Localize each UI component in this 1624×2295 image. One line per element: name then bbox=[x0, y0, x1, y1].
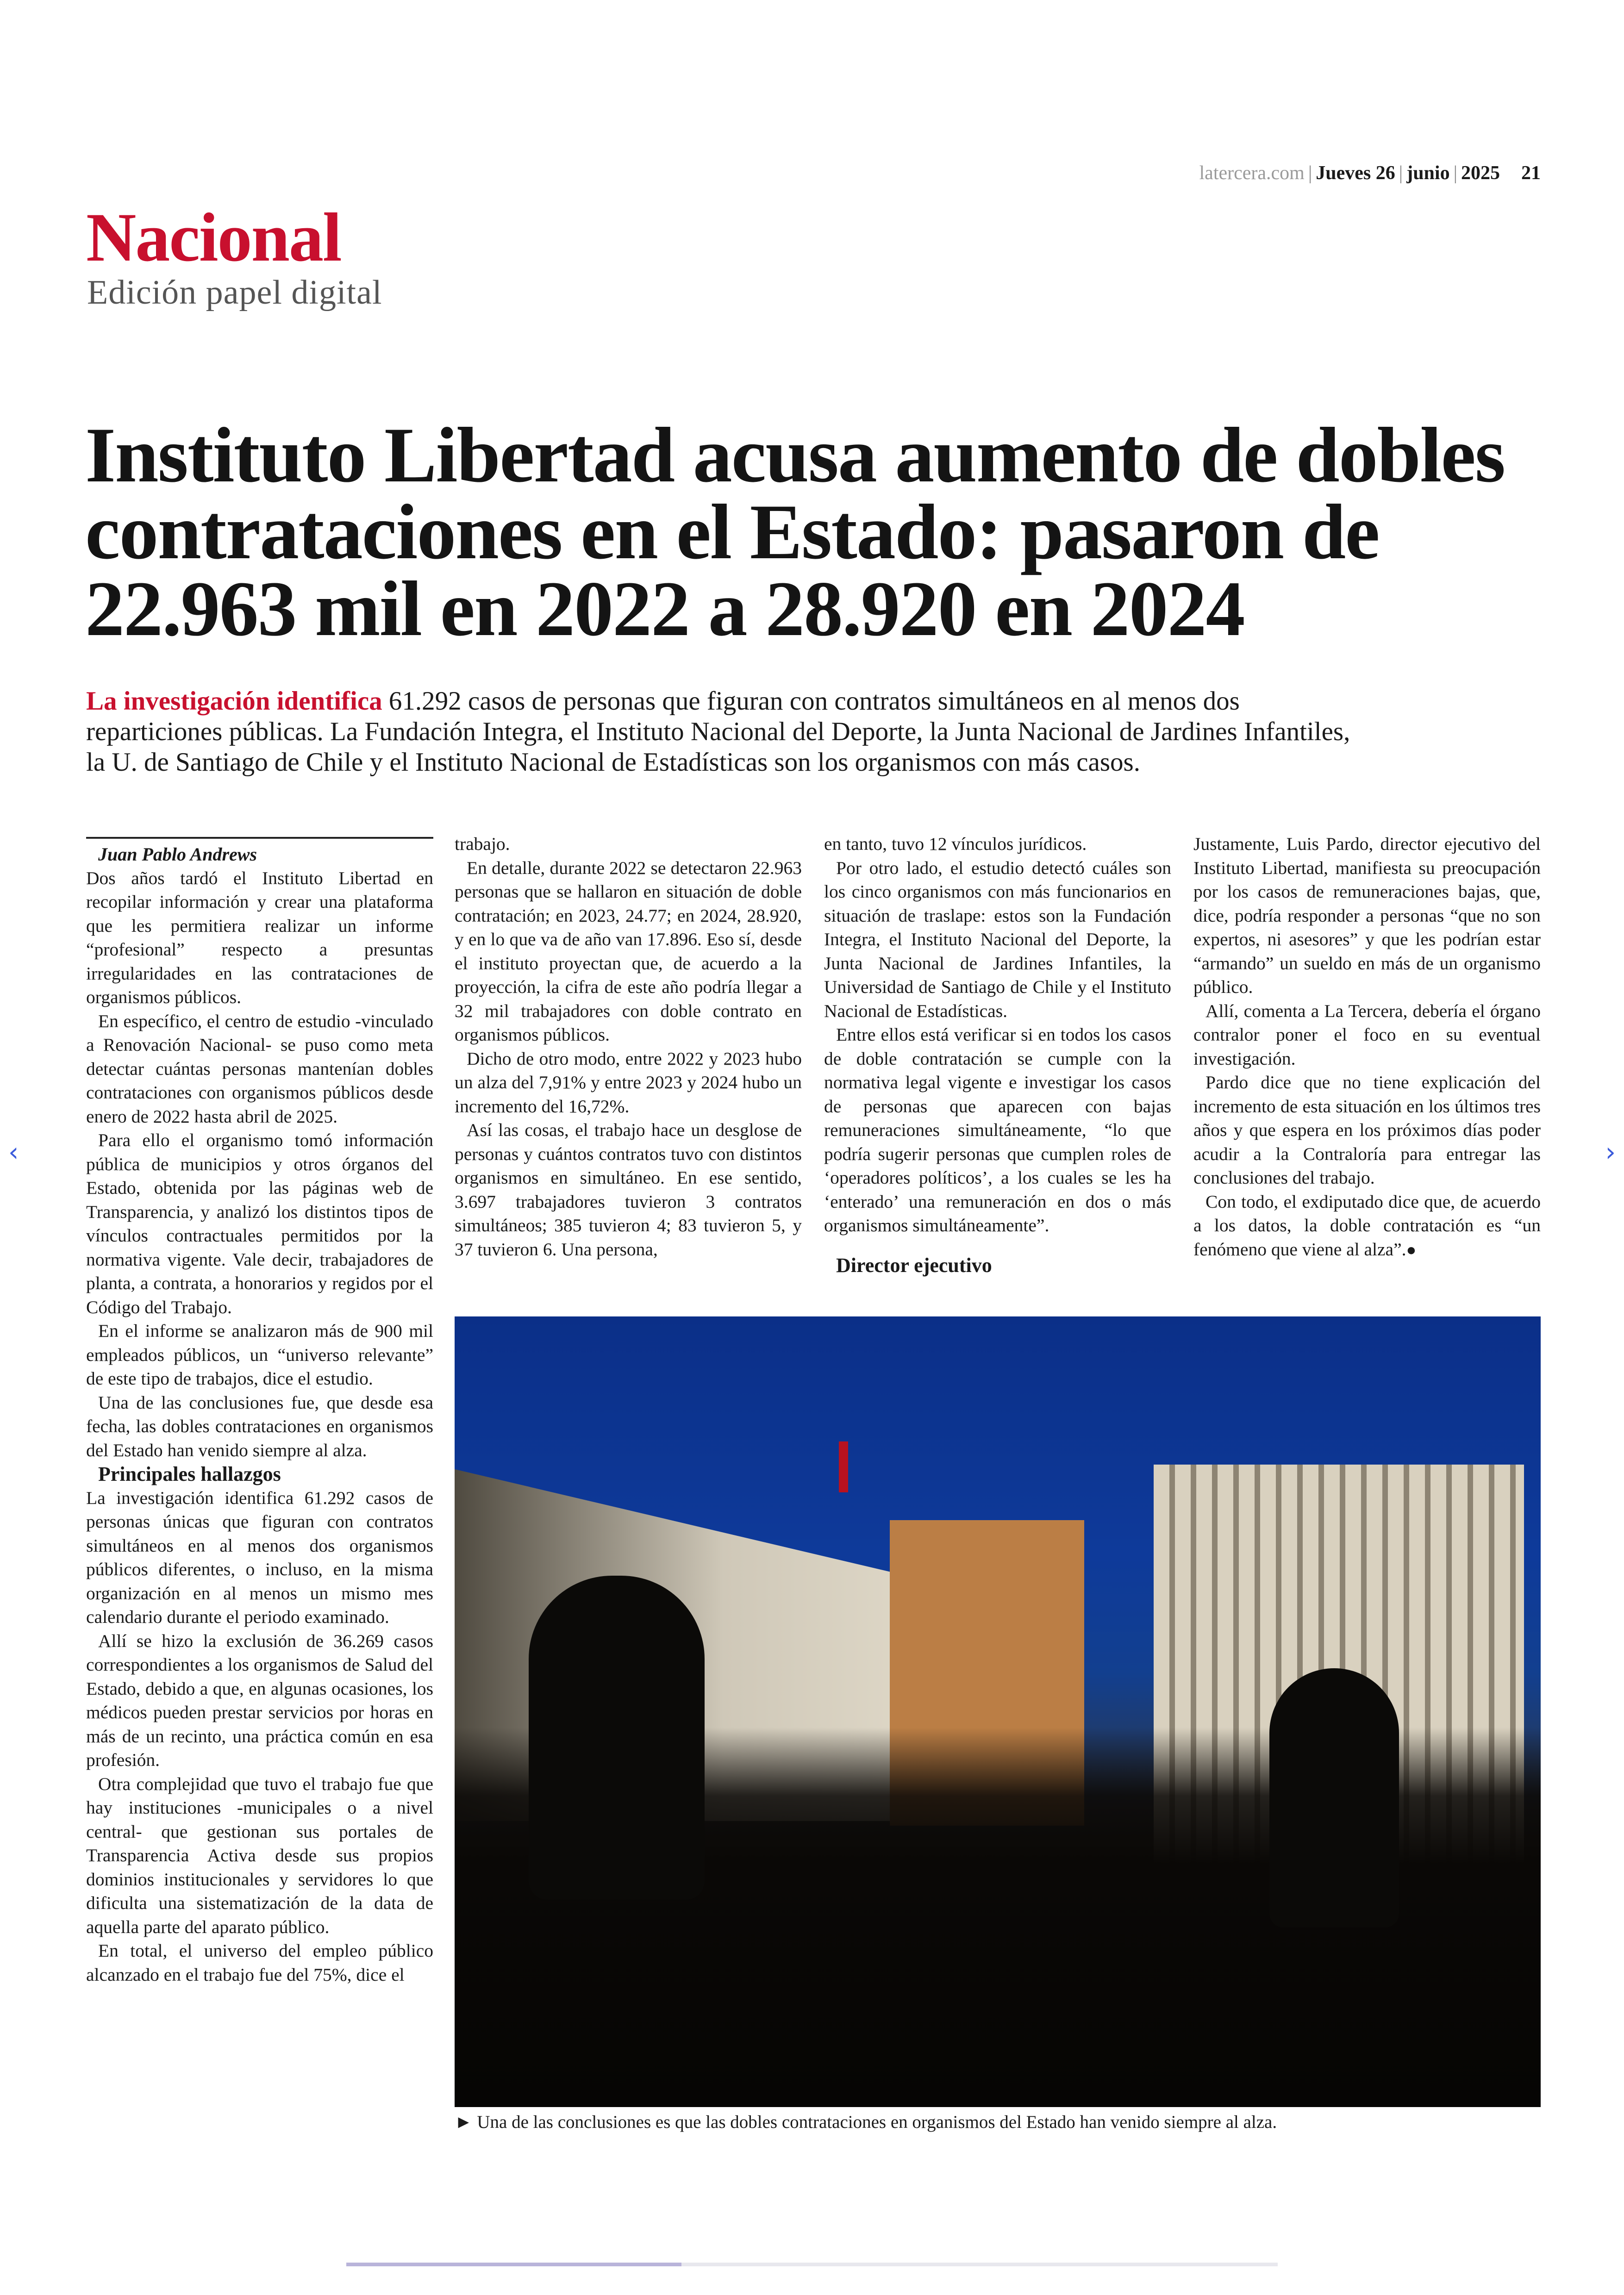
body-paragraph: Una de las conclusiones fue, que desde esa fecha, las dobles contrataciones en organismos del Estado han venido siempre al alza. bbox=[86, 1392, 433, 1460]
separator: | bbox=[1399, 162, 1403, 184]
end-mark-icon: ● bbox=[1406, 1240, 1417, 1259]
chevron-left-icon[interactable]: ‹ bbox=[8, 1137, 19, 1167]
body-paragraph-text: Con todo, el exdiputado dice que, de acuerdo a los datos, la doble contratación es “un fenómeno que viene al alza”. bbox=[1193, 1191, 1541, 1260]
body-paragraph: Pardo dice que no tiene explicación del incremento de esta situación en los últimos tres años y que espera en los próximos días poder acudir a la Contraloría para entregar las conclusiones del trabajo. bbox=[1193, 1072, 1541, 1188]
lead-paragraph bbox=[86, 686, 1364, 778]
body-paragraph: Por otro lado, el estudio detectó cuáles son los cinco organismos con más funcionarios en situación de traslape: estos son la Fundación Integra, el Instituto Nacional del Deporte, la Junta Nacional de Jardines Infantiles, la Universidad de Santiago de Chile y el Instituto Nacional de Estadísticas. bbox=[824, 857, 1171, 1021]
byline: Juan Pablo Andrews bbox=[86, 837, 433, 867]
body-paragraph: trabajo. bbox=[455, 834, 510, 854]
article-column-2 bbox=[455, 832, 802, 1261]
section-subtitle: Edición papel digital bbox=[87, 274, 382, 312]
body-paragraph: En específico, el centro de estudio -vinculado a Renovación Nacional- se puso como meta detectar cuántas personas mantenían dobles contrataciones con organismos públicos desde enero de 2022 hasta abril de 2025. bbox=[86, 1010, 433, 1127]
reading-progress-bar[interactable] bbox=[346, 2263, 1278, 2266]
body-paragraph: La investigación identifica 61.292 casos de personas únicas que figuran con contratos simultáneos en al menos dos organismos públicos diferentes, o incluso, en la misma organización en al menos un mismo mes calendario durante el periodo examinado. bbox=[86, 1487, 433, 1627]
reading-progress-fill bbox=[346, 2263, 681, 2266]
lead-text: 61.292 casos de personas que figuran con contratos simultáneos en al menos dos reparticiones públicas. La Fundación Integra, el Instituto Nacional del Deporte, la Junta Nacional de Jardines Infantiles, la U. de Santiago de Chile y el Instituto Nacional de Estadísticas son los organismos con más casos. bbox=[86, 686, 1350, 777]
body-paragraph: Dos años tardó el Instituto Libertad en recopilar información y crear una plataforma que les permitiera realizar un informe “profesional” respecto a presuntas irregularidades en las contrataciones de organismos públicos. bbox=[86, 867, 433, 1007]
body-paragraph: Dicho de otro modo, entre 2022 y 2023 hubo un alza del 7,91% y entre 2023 y 2024 hubo un incremento del 16,72%. bbox=[455, 1048, 802, 1116]
date-year: 2025 bbox=[1461, 162, 1500, 184]
photo-caption: ► Una de las conclusiones es que las dobles contrataciones en organismos del Estado han venido siempre al alza. bbox=[455, 2112, 1277, 2132]
subheading: Director ejecutivo bbox=[836, 1254, 992, 1277]
body-paragraph: en tanto, tuvo 12 vínculos jurídicos. bbox=[824, 834, 1087, 854]
site-name: latercera.com bbox=[1199, 162, 1305, 184]
body-paragraph: En detalle, durante 2022 se detectaron 22.963 personas que se hallaron en situación de doble contratación; en 2023, 24.77; en 2024, 28.920, y en lo que va de año van 17.896. Eso sí, desde el instituto proyectan que, de acuerdo a la proyección, la cifra de este año podría llegar a 32 mil trabajadores con doble contrato en organismos públicos. bbox=[455, 857, 802, 1045]
page-number: 21 bbox=[1521, 162, 1541, 184]
section-title: Nacional bbox=[86, 199, 341, 276]
body-paragraph: Justamente, Luis Pardo, director ejecutivo del Instituto Libertad, manifiesta su preocupación por los casos de remuneraciones bajas, que, dice, podría responder a personas “que no son expertos, ni asesores” y que les podrían estar “armando” un sueldo en más de un organismo público. bbox=[1193, 834, 1541, 997]
body-paragraph: Así las cosas, el trabajo hace un desglose de personas y cuántos contratos tuvo con distintos organismos en simultáneo. En ese sentido, 3.697 trabajadores tuvieron 3 contratos simultáneos; 385 tuvieron 4; 83 tuvieron 5, y 37 tuvieron 6. Una persona, bbox=[455, 1120, 802, 1260]
article-column-3 bbox=[824, 832, 1171, 1277]
date-day: Jueves 26 bbox=[1316, 162, 1395, 184]
separator: | bbox=[1453, 162, 1457, 184]
article-column-1 bbox=[86, 837, 433, 1987]
body-paragraph: Allí se hizo la exclusión de 36.269 casos correspondientes a los organismos de Salud del Estado, debido a que, en algunas ocasiones, los médicos pueden prestar servicios por horas en más de un recinto, una práctica común en esa profesión. bbox=[86, 1630, 433, 1770]
chevron-right-icon[interactable]: › bbox=[1605, 1137, 1616, 1167]
person-silhouette bbox=[529, 1576, 705, 1900]
subheading: Principales hallazgos bbox=[98, 1463, 281, 1485]
body-paragraph: En el informe se analizaron más de 900 mil empleados públicos, un “universo relevante” de este tipo de trabajos, dice el estudio. bbox=[86, 1321, 433, 1389]
body-paragraph: En total, el universo del empleo público alcanzado en el trabajo fue del 75%, dice el bbox=[86, 1940, 433, 1985]
person-silhouette bbox=[1269, 1668, 1399, 1927]
separator: | bbox=[1308, 162, 1312, 184]
body-paragraph bbox=[1193, 1190, 1541, 1262]
headline: Instituto Libertad acusa aumento de dobles contrataciones en el Estado: pasaron de 22.963 mil en 2022 a 28.920 en 2024 bbox=[85, 412, 1505, 652]
article-photo bbox=[455, 1316, 1541, 2107]
lead-kicker: La investigación identifica bbox=[86, 686, 382, 716]
body-paragraph: Para ello el organismo tomó información pública de municipios y otros órganos del Estado, obtenida por las páginas web de Transparencia, y analizó los distintos tipos de vínculos contractuales permitidos por la normativa vigente. Vale decir, trabajadores de planta, a contrata, a honorarios y regidos por el Código del Trabajo. bbox=[86, 1130, 433, 1317]
article-column-4 bbox=[1193, 832, 1541, 1262]
masthead bbox=[1199, 162, 1541, 184]
body-paragraph: Otra complejidad que tuvo el trabajo fue que hay instituciones -municipales o a nivel central- que gestionan sus portales de Transparencia Activa desde sus propios dominios institucionales y servidores lo que dificulta una sistematización de la data de aquella parte del aparato público. bbox=[86, 1773, 433, 1937]
body-paragraph: Allí, comenta a La Tercera, debería el órgano contralor poner el foco en su eventual investigación. bbox=[1193, 1000, 1541, 1069]
body-paragraph: Entre ellos está verificar si en todos los casos de doble contratación se cumple con la normativa legal vigente e investigar los casos de personas que aparecen con bajas remuneraciones simultáneamente, “lo que podría sugerir personas que cumplen roles de ‘operadores políticos’, a los cuales se les ha ‘enterado’ una remuneración en dos o más organismos simultáneamente”. bbox=[824, 1024, 1171, 1235]
flag-shape bbox=[839, 1441, 848, 1492]
date-month: junio bbox=[1406, 162, 1450, 184]
